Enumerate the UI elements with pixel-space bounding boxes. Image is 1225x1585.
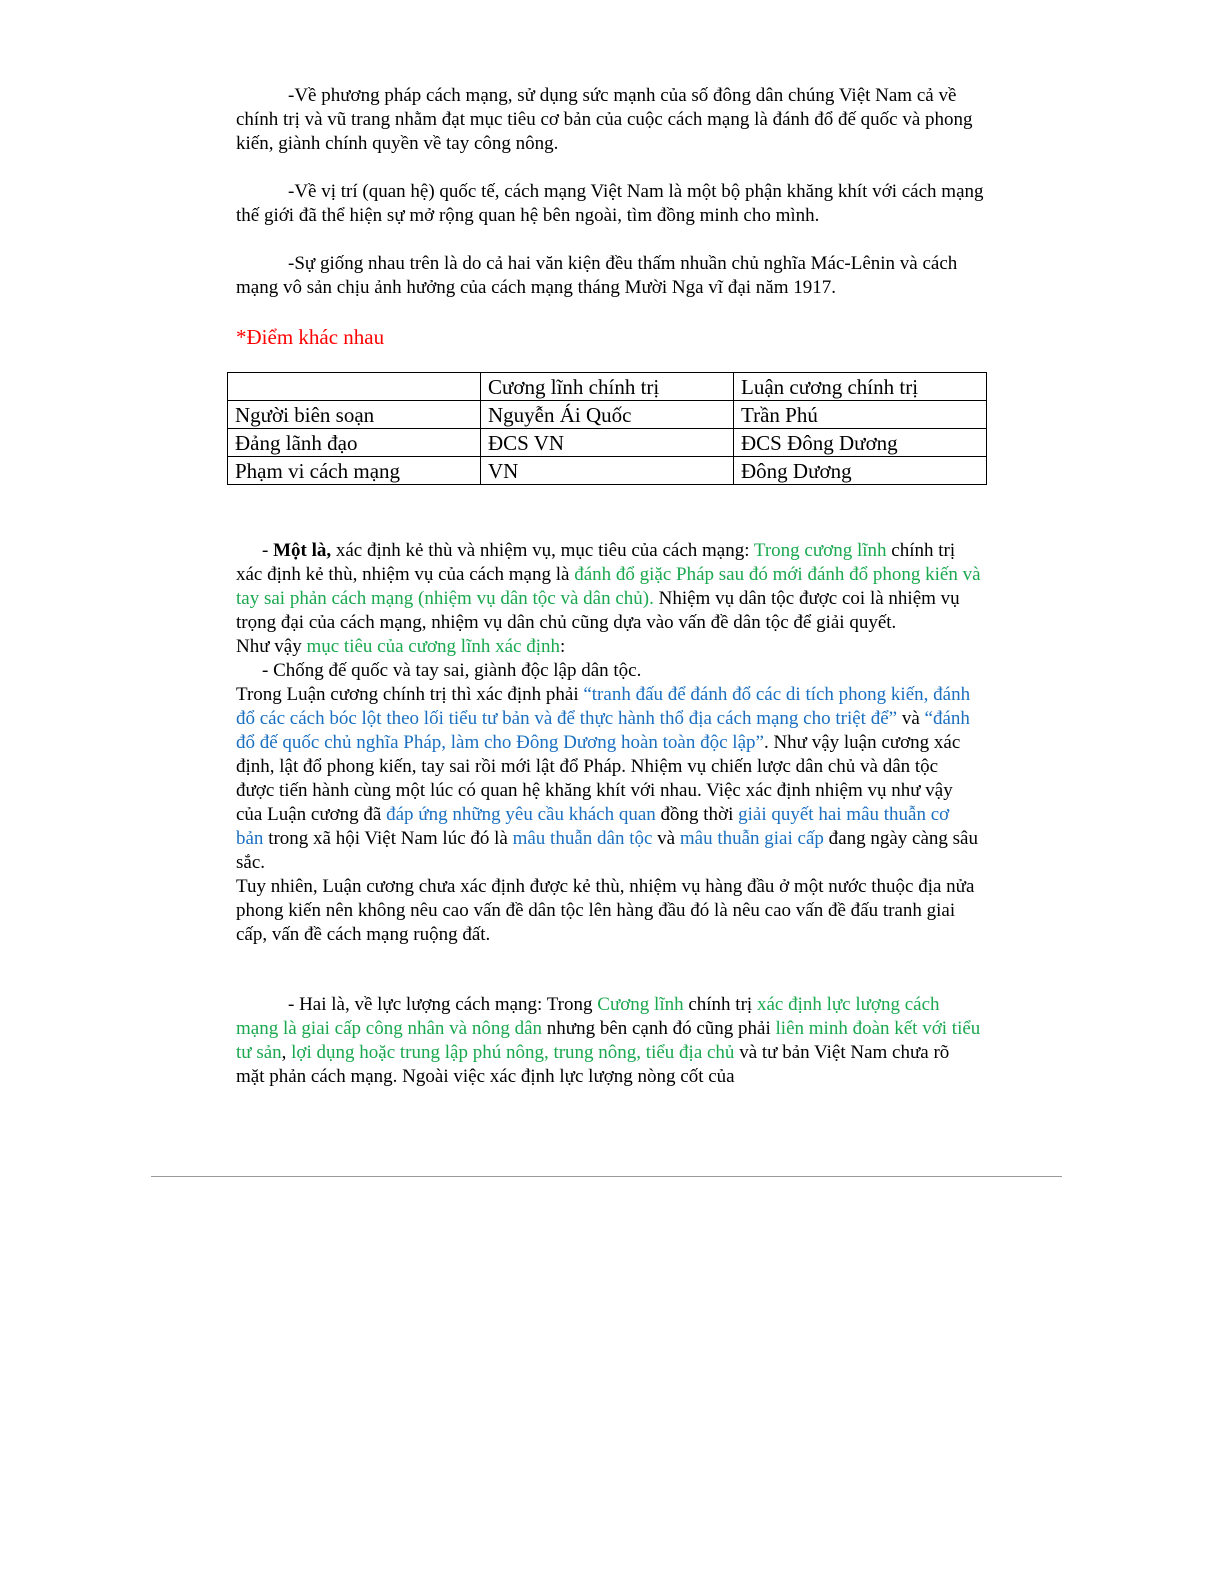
- table-header-row: [228, 373, 987, 401]
- paragraph-thesis-tasks: Trong Luận cương chính trị thì xác định phải “tranh đấu để đánh đổ các di tích phong kiến, đánh đổ các cách bóc lột theo lối tiểu tư bản và để thực hành thổ địa cách mạng cho triệt để” và “đánh đổ đế quốc chủ nghĩa Pháp, làm cho Đông Dương hoàn toàn độc lập”. Như vậy luận cương xác định, lật đổ phong kiến, tay sai rồi mới lật đổ Pháp. Nhiệm vụ chiến lược dân chủ và dân tộc được tiến hành cùng một lúc có quan hệ khăng khít với nhau. Việc xác định nhiệm vụ như vậy của Luận cương đã đáp ứng những yêu cầu khách quan đồng thời giải quyết hai mâu thuẫn cơ bản trong xã hội Việt Nam lúc đó là mâu thuẫn dân tộc và mâu thuẫn giai cấp đang ngày càng sâu sắc.: [236, 684, 978, 873]
- highlight-blue: mâu thuẫn dân tộc: [512, 828, 653, 849]
- highlight-blue: giải quyết hai mâu thuẫn cơ bản: [236, 804, 950, 849]
- page-divider: [151, 1176, 1062, 1177]
- table-cell: Đảng lãnh đạo: [228, 429, 481, 457]
- heading-differences: *Điểm khác nhau: [236, 325, 385, 349]
- table-row: [228, 429, 987, 457]
- document-page: [236, 84, 986, 350]
- paragraph-enemy-and-tasks: - Một là, xác định kẻ thù và nhiệm vụ, mục tiêu của cách mạng: Trong cương lĩnh chính trị xác định kẻ thù, nhiệm vụ của cách mạng là đánh đổ giặc Pháp sau đó mới đánh đổ phong kiến và tay sai phản cách mạng (nhiệm vụ dân tộc và dân chủ). Nhiệm vụ dân tộc được coi là nhiệm vụ trọng đại của cách mạng, nhiệm vụ dân chủ cũng dựa vào vấn đề dân tộc để giải quyết.: [236, 540, 981, 633]
- highlight-blue: “đánh đổ đế quốc chủ nghĩa Pháp, làm cho Đông Dương hoàn toàn độc lập”: [236, 708, 970, 753]
- highlight-green: lợi dụng hoặc trung lập phú nông, trung nông, tiểu địa chủ: [291, 1042, 735, 1063]
- section-second-point: [236, 993, 981, 1089]
- table-cell: Trần Phú: [734, 401, 987, 429]
- paragraph-international-position: -Về vị trí (quan hệ) quốc tế, cách mạng Việt Nam là một bộ phận khăng khít với cách mạng thế giới đã thể hiện sự mở rộng quan hệ bên ngoài, tìm đồng minh cho mình.: [236, 181, 984, 226]
- table-cell: Đông Dương: [734, 457, 987, 485]
- paragraph-similarity-reason: -Sự giống nhau trên là do cả hai văn kiện đều thấm nhuần chủ nghĩa Mác-Lênin và cách mạng vô sản chịu ảnh hưởng của cách mạng tháng Mười Nga vĩ đại năm 1917.: [236, 253, 958, 298]
- highlight-green: Trong cương lĩnh: [753, 540, 887, 561]
- highlight-green: mục tiêu của cương lĩnh xác định: [306, 636, 561, 657]
- table-cell: VN: [481, 457, 734, 485]
- table-header-cell: [228, 373, 481, 401]
- table-cell: Nguyễn Ái Quốc: [481, 401, 734, 429]
- highlight-blue: “tranh đấu để đánh đổ các di tích phong kiến, đánh đổ các cách bóc lột theo lối tiểu tư bản và để thực hành thổ địa cách mạng cho triệt để”: [236, 684, 971, 729]
- highlight-green: liên minh đoàn kết với tiểu tư sản: [236, 1018, 981, 1063]
- paragraph-goal-intro: Như vậy mục tiêu của cương lĩnh xác định:: [236, 636, 566, 657]
- table-cell: ĐCS Đông Dương: [734, 429, 987, 457]
- highlight-blue: đáp ứng những yêu cầu khách quan: [386, 804, 656, 825]
- table-row: [228, 457, 987, 485]
- section-first-point: [236, 539, 981, 947]
- paragraph-goal-item: - Chống đế quốc và tay sai, giành độc lập dân tộc.: [262, 660, 642, 681]
- table-cell: ĐCS VN: [481, 429, 734, 457]
- table-header-cell: Luận cương chính trị: [734, 373, 987, 401]
- table-cell: Người biên soạn: [228, 401, 481, 429]
- paragraph-revolutionary-forces: - Hai là, về lực lượng cách mạng: Trong Cương lĩnh chính trị xác định lực lượng cách mạng là giai cấp công nhân và nông dân nhưng bên cạnh đó cũng phải liên minh đoàn kết với tiểu tư sản, lợi dụng hoặc trung lập phú nông, trung nông, tiểu địa chủ và tư bản Việt Nam chưa rõ mặt phản cách mạng. Ngoài việc xác định lực lượng nòng cốt của: [236, 994, 981, 1087]
- highlight-blue: mâu thuẫn giai cấp: [679, 828, 824, 849]
- highlight-green: Cương lĩnh: [597, 994, 684, 1015]
- table-cell: Phạm vi cách mạng: [228, 457, 481, 485]
- highlight-green: đánh đổ giặc Pháp sau đó mới đánh đổ phong kiến và tay sai phản cách mạng (nhiệm vụ dân tộc và dân chủ).: [236, 564, 981, 609]
- paragraph-limitation: Tuy nhiên, Luận cương chưa xác định được kẻ thù, nhiệm vụ hàng đầu ở một nước thuộc địa nửa phong kiến nên không nêu cao vấn đề dân tộc lên hàng đầu đó là nêu cao vấn đề đấu tranh giai cấp, vấn đề cách mạng ruộng đất.: [236, 876, 975, 945]
- table-row: [228, 401, 987, 429]
- comparison-table: [227, 372, 987, 485]
- table-header-cell: Cương lĩnh chính trị: [481, 373, 734, 401]
- bold-lead: Một là,: [273, 540, 332, 561]
- highlight-green: xác định lực lượng cách mạng là giai cấp công nhân và nông dân: [236, 994, 940, 1039]
- paragraph-revolution-method: -Về phương pháp cách mạng, sử dụng sức mạnh của số đông dân chúng Việt Nam cả về chính trị và vũ trang nhằm đạt mục tiêu cơ bản của cuộc cách mạng là đánh đổ đế quốc và phong kiến, giành chính quyền về tay công nông.: [236, 85, 973, 154]
